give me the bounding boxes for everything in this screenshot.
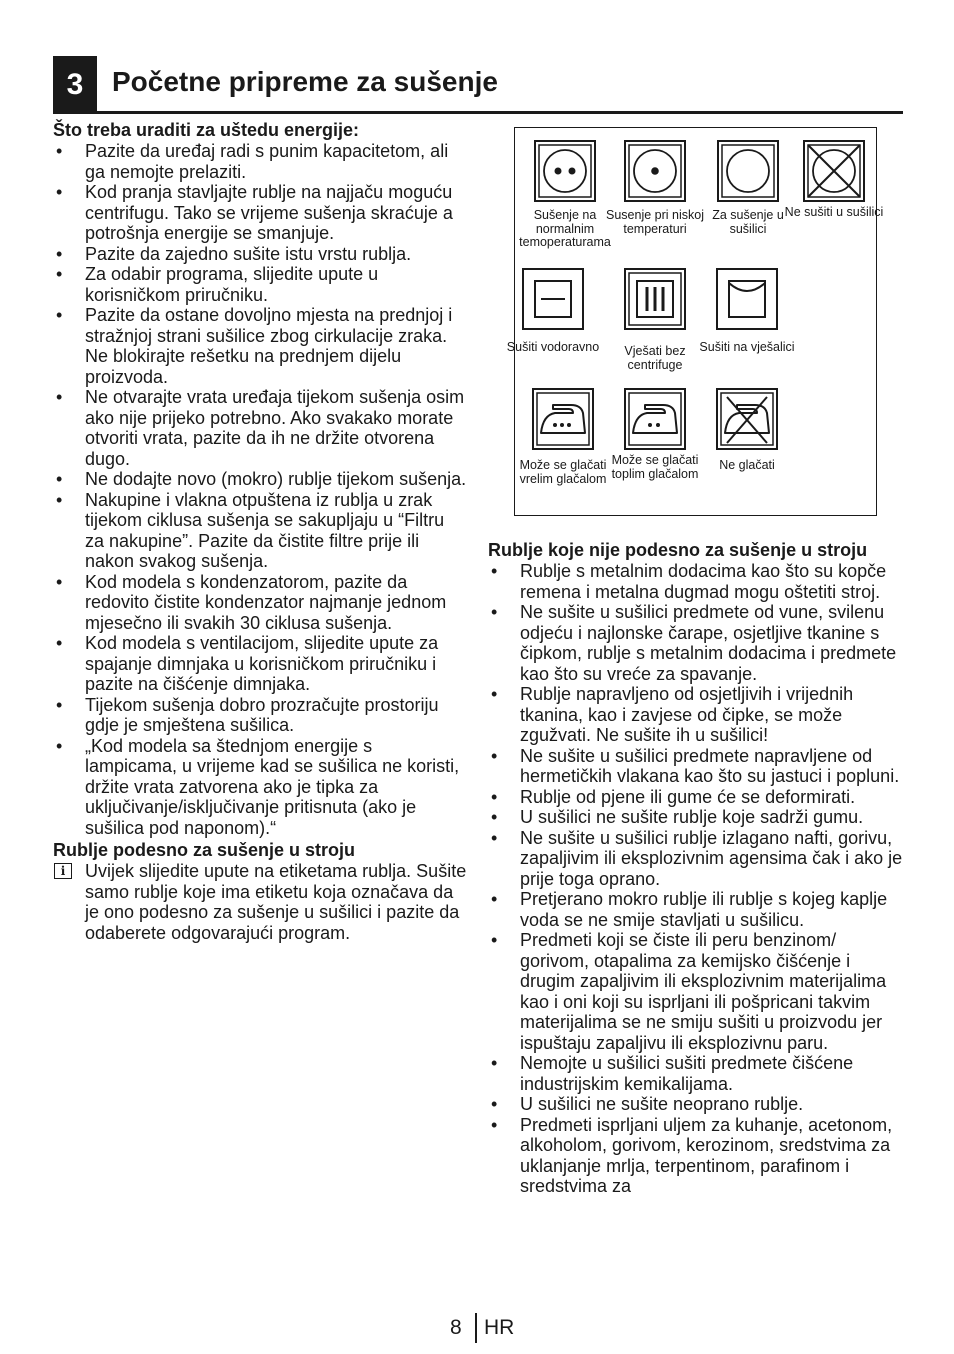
symbol-label: Sušiti na vješalici: [699, 340, 795, 354]
symbol-label: Sušenje na normalnim temoperaturama: [519, 208, 611, 249]
symbol-label: Ne glačati: [719, 458, 775, 472]
list-item: • Tijekom sušenja dobro prozračujte prostoriju gdje je smještena sušilica.: [53, 695, 468, 736]
do-not-tumble-dry-icon: [802, 139, 866, 203]
page-title: Početne pripreme za sušenje: [112, 66, 498, 97]
list-item: • Nemojte u sušilici sušiti predmete čišćene industrijskim kemikalijama.: [488, 1053, 908, 1094]
list-item: • Rublje napravljeno od osjetljivih i vrijednih tkanina, kao i zavjese od čipke, se može zgužvati. Ne sušite ih u sušilici!: [488, 684, 908, 746]
suitable-note-block: [53, 861, 468, 943]
list-item: • Pazite da ostane dovoljno mjesta na prednjoj i stražnjoj strani sušilice zbog cirkulacije zraka. Ne blokirajte rešetku na prednjem dijelu proizvoda.: [53, 305, 468, 387]
language-code: HR: [484, 1316, 515, 1339]
energy-heading: Što treba uraditi za uštedu energije:: [53, 120, 360, 140]
unsuitable-heading: Rublje koje nije podesno za sušenje u stroju: [488, 540, 868, 560]
suitable-note: Uvijek slijedite upute na etiketama rublja. Sušite samo rublje koje ima etiketu koja označava da je ono podesno za sušenje u sušilici i pazite da odaberete odgovarajući program.: [85, 861, 467, 943]
list-item: • Ne dodajte novo (mokro) rublje tijekom sušenja.: [53, 469, 468, 490]
list-item: • U sušilici ne sušite neoprano rublje.: [488, 1094, 908, 1115]
do-not-iron-icon: [715, 387, 779, 451]
info-icon: i: [54, 863, 72, 879]
iron-medium-icon: [623, 387, 687, 451]
list-item: • Kod pranja stavljajte rublje na najjaču moguću centrifugu. Tako se vrijeme sušenja skraćuje a potrošnja energije se smanjuje.: [53, 182, 468, 244]
list-item: • Predmeti koji se čiste ili peru benzinom/ gorivom, otapalima za kemijsko čišćenje i drugim zapaljivim ili eksplozivnim materijalima kao i oni koji su isprljani ili pošpricani takvim materijalima se ne smiju sušiti u proizvodu jer ispuštaju zapaljivu ili eksplozivnu paru.: [488, 930, 908, 1053]
symbol-label: Može se glačati vrelim glačalom: [519, 458, 607, 486]
tumble-dry-icon: [716, 139, 780, 203]
symbol-tumble-dry-low: [605, 139, 705, 236]
list-item: • Kod modela s kondenzatorom, pazite da redovito čistite kondenzator najmanje jednom mjesečno ili svakih 30 ciklusa sušenja.: [53, 572, 468, 634]
list-item: • Ne sušite u sušilici predmete napravljene od hermetičkih vlakana kao što su jastuci i popluni.: [488, 746, 908, 787]
drip-dry-icon: [623, 267, 687, 331]
energy-list: [53, 141, 468, 838]
iron-high-icon: [531, 387, 595, 451]
symbol-drip-dry: [605, 267, 705, 372]
left-column: [53, 120, 468, 943]
symbol-iron-medium: [605, 387, 705, 481]
symbol-label: Za sušenje u sušilici: [712, 208, 784, 236]
tumble-dry-low-icon: [623, 139, 687, 203]
list-item: • „Kod modela sa štednjom energije s lampicama, u vrijeme kad se sušilica ne koristi, držite vrata zatvorena ako je tipka za uključivanje/isključivanje pritisnuta (ako je sušilica pod naponom).“: [53, 736, 468, 839]
list-item: • Nakupine i vlakna otpuštena iz rublja u zrak tijekom ciklusa sušenja se sakupljaju u “Filtru za nakupine”. Pazite da čistite filtre prije ili nakon svakog sušenja.: [53, 490, 468, 572]
symbol-tumble-dry-normal: [515, 139, 615, 250]
symbol-do-not-tumble-dry: [784, 139, 884, 220]
list-item: • Rublje od pjene ili gume će se deformirati.: [488, 787, 908, 808]
symbol-tumble-dry: [698, 139, 798, 236]
symbol-iron-high: [513, 387, 613, 486]
list-item: • Rublje s metalnim dodacima kao što su kopče remena i metalna dugmad mogu oštetiti stroj.: [488, 561, 908, 602]
list-item: • Ne sušite u sušilici rublje izlagano nafti, gorivu, zapaljivim ili eksplozivnim agensima čak i ako je prije toga oprano.: [488, 828, 908, 890]
symbol-label: Ne sušiti u sušilici: [784, 205, 884, 219]
dry-flat-icon: [521, 267, 585, 331]
list-item: • Pazite da zajedno sušite istu vrstu rublja.: [53, 244, 468, 265]
list-item: • Predmeti isprljani uljem za kuhanje, acetonom, alkoholom, gorivom, kerozinom, sredstvima za uklanjanje mrlja, terpentinom, parafinom i sredstvima za: [488, 1115, 908, 1197]
title-divider: [53, 111, 903, 114]
footer-divider: [475, 1313, 477, 1343]
symbol-label: Susenje pri niskoj temperaturi: [606, 208, 704, 236]
symbol-label: Može se glačati toplim glačalom: [611, 453, 699, 481]
suitable-heading: Rublje podesno za sušenje u stroju: [53, 840, 356, 860]
symbol-do-not-iron: [697, 387, 797, 473]
list-item: • Ne otvarajte vrata uređaja tijekom sušenja osim ako nije prijeko potrebno. Ako svakako morate otvoriti vrata, pazite da ih ne držite otvorena dugo.: [53, 387, 468, 469]
symbol-line-dry: [697, 267, 797, 355]
chapter-number: 3: [53, 56, 97, 114]
list-item: • Kod modela s ventilacijom, slijedite upute za spajanje dimnjaka u korisničkom priručniku i pazite na čišćenje dimnjaka.: [53, 633, 468, 695]
tumble-dry-normal-icon: [533, 139, 597, 203]
list-item: • Za odabir programa, slijedite upute u korisničkom priručniku.: [53, 264, 468, 305]
line-dry-icon: [715, 267, 779, 331]
page-number: 8: [450, 1316, 462, 1339]
list-item: • Pretjerano mokro rublje ili rublje s kojeg kaplje voda se ne smije stavljati u sušilicu.: [488, 889, 908, 930]
unsuitable-list: [488, 561, 908, 1197]
right-column: [488, 540, 908, 1197]
symbol-label: Sušiti vodoravno: [506, 340, 600, 354]
list-item: • U sušilici ne sušite rublje koje sadrži gumu.: [488, 807, 908, 828]
symbol-label: Vješati bez centrifuge: [624, 344, 686, 372]
care-symbols-panel: [506, 127, 884, 516]
list-item: • Pazite da uređaj radi s punim kapacitetom, ali ga nemojte prelaziti.: [53, 141, 468, 182]
list-item: • Ne sušite u sušilici predmete od vune, svilenu odjeću i najlonske čarape, osjetljive tkanine s čipkom, rublje s metalnim dodacima i predmete kao što su vreće za spavanje.: [488, 602, 908, 684]
symbol-dry-flat: [503, 267, 603, 355]
